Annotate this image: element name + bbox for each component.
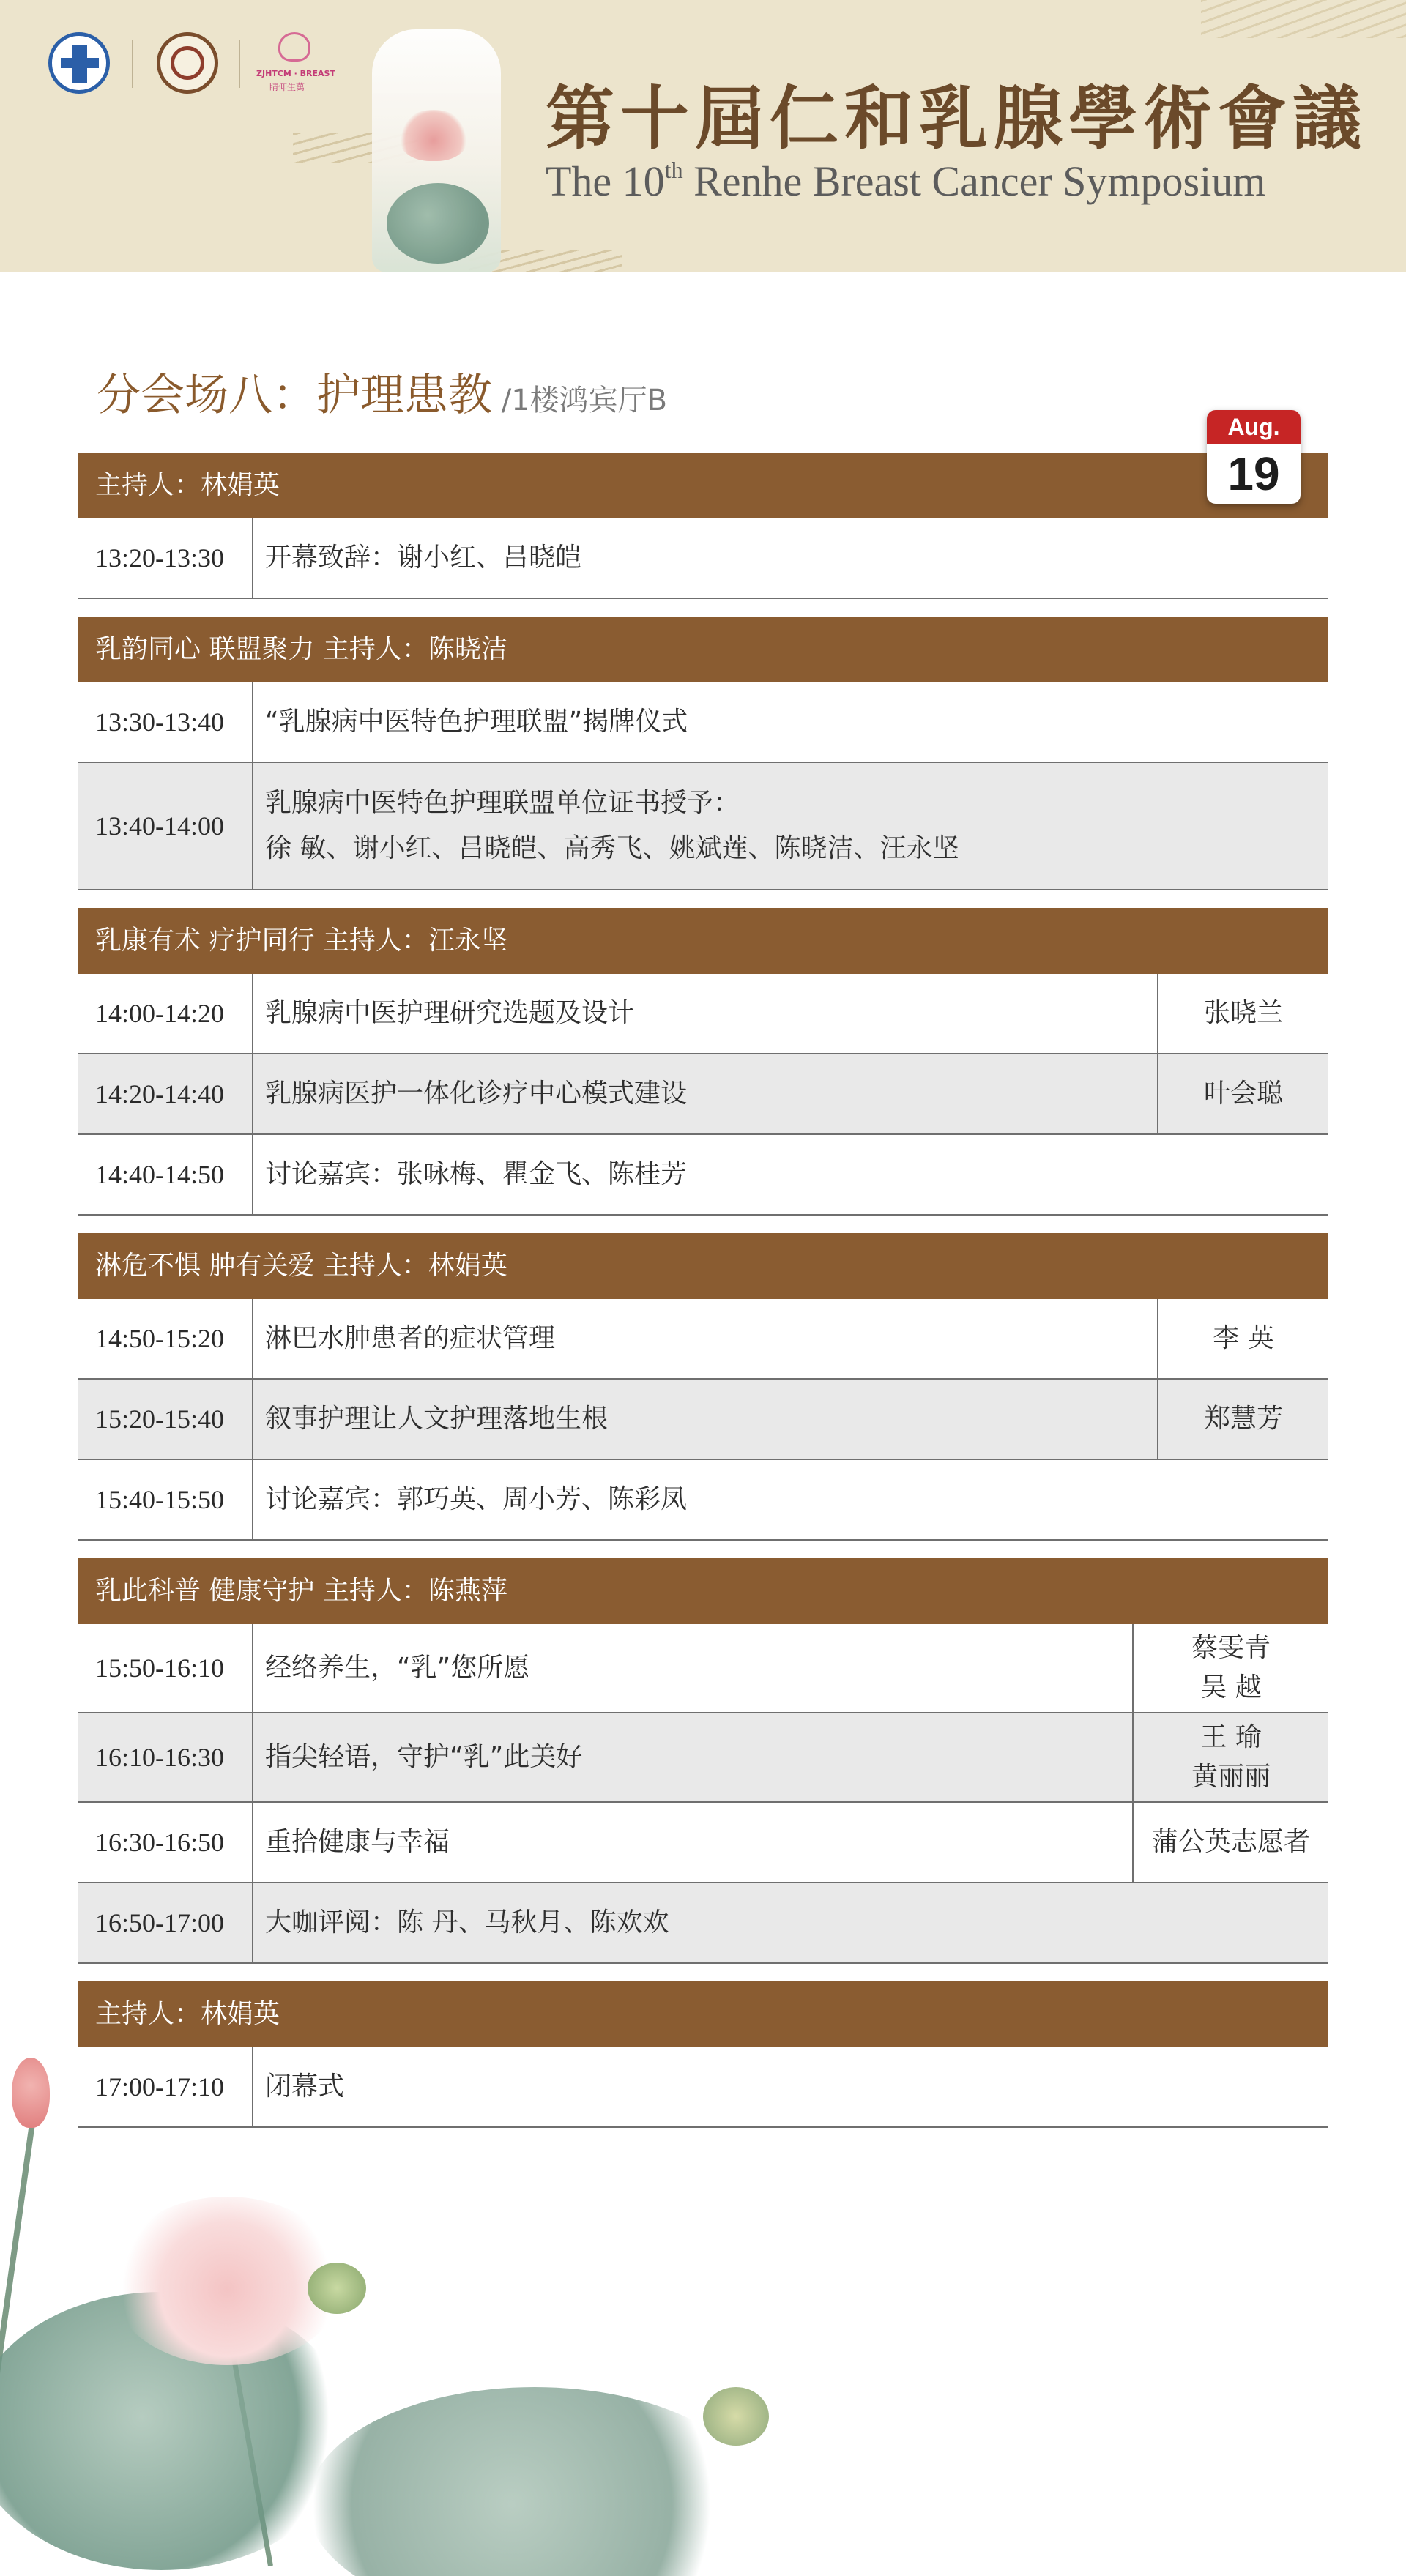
time-cell: 16:30-16:50: [78, 1803, 253, 1882]
time-cell: 14:50-15:20: [78, 1299, 253, 1378]
symposium-title-cn: 第十屆仁和乳腺學術會議: [546, 78, 1368, 159]
topic-line: 重拾健康与幸福: [265, 1827, 450, 1857]
time-cell: 17:00-17:10: [78, 2047, 253, 2126]
speaker-name: 吴 越: [1200, 1672, 1262, 1702]
table-row: [78, 1460, 1328, 1541]
speaker-cell: [1157, 1054, 1328, 1133]
topic-cell: [253, 974, 1157, 1053]
schedule-table: [78, 453, 1328, 2128]
speaker-name: 蔡雯青: [1191, 1633, 1271, 1663]
lotus-leaf-icon: [308, 2387, 762, 2576]
date-badge: [1207, 410, 1301, 504]
topic-line: 讨论嘉宾：张咏梅、瞿金飞、陈桂芳: [265, 1159, 688, 1189]
decorative-stripes: [1201, 0, 1406, 38]
topic-line: 开幕致辞：谢小红、吕晓皑: [265, 543, 582, 573]
speaker-name: 郑慧芳: [1203, 1404, 1283, 1434]
topic-line: 徐 敏、谢小红、吕晓皑、高秀飞、姚斌莲、陈晓洁、汪永坚: [265, 833, 959, 863]
topic-line: 闭幕式: [265, 2071, 345, 2102]
breast-dept-logo: [256, 29, 335, 95]
lotus-bud-icon: [12, 2058, 50, 2128]
topic-cell: [253, 1460, 1328, 1539]
university-seal-icon: [157, 32, 218, 94]
session-title: [97, 360, 667, 423]
topic-line: “乳腺病中医特色护理联盟”揭牌仪式: [265, 707, 688, 737]
table-row: [78, 1883, 1328, 1964]
table-row: [78, 1803, 1328, 1883]
table-row: [78, 763, 1328, 890]
topic-line: 叙事护理让人文护理落地生根: [265, 1404, 609, 1434]
section-header: 乳康有术 疗护同行 主持人：汪永坚: [78, 908, 1328, 974]
topic-cell: [253, 2047, 1328, 2126]
time-cell: 16:10-16:30: [78, 1713, 253, 1801]
table-row: [78, 974, 1328, 1054]
lotus-flower-icon: [398, 110, 469, 161]
speaker-cell: [1157, 1380, 1328, 1459]
section-header: 主持人：林娟英: [78, 1981, 1328, 2047]
table-row: [78, 1135, 1328, 1216]
time-cell: 15:50-16:10: [78, 1624, 253, 1712]
logo-divider: [132, 40, 133, 88]
topic-line: 淋巴水肿患者的症状管理: [265, 1323, 556, 1353]
qipao-illustration: [372, 29, 501, 272]
time-cell: 13:30-13:40: [78, 682, 253, 762]
topic-line: 大咖评阅：陈 丹、马秋月、陈欢欢: [265, 1907, 669, 1937]
section-header: 淋危不惧 肿有关爱 主持人：林娟英: [78, 1233, 1328, 1299]
speaker-cell: [1132, 1624, 1328, 1712]
topic-cell: [253, 1299, 1157, 1378]
topic-cell: [253, 1803, 1132, 1882]
time-cell: 14:20-14:40: [78, 1054, 253, 1133]
lotus-icon: [278, 32, 310, 62]
speaker-name: 张晓兰: [1203, 998, 1283, 1028]
time-cell: 14:00-14:20: [78, 974, 253, 1053]
table-row: [78, 1624, 1328, 1713]
table-row: [78, 1299, 1328, 1380]
topic-cell: [253, 1883, 1328, 1962]
breast-dept-logo-subtext: 睛仰生萬: [269, 82, 305, 92]
speaker-cell: [1132, 1713, 1328, 1801]
lotus-seedpod-icon: [703, 2387, 769, 2446]
topic-line: 乳腺病中医护理研究选题及设计: [265, 998, 635, 1028]
logo-divider: [239, 40, 240, 88]
time-cell: 13:40-14:00: [78, 763, 253, 889]
topic-cell: [253, 1713, 1132, 1801]
topic-cell: [253, 1135, 1328, 1214]
topic-cell: [253, 682, 1328, 762]
lotus-seedpod-icon: [308, 2263, 366, 2314]
lotus-stem-icon: [220, 2291, 273, 2566]
table-row: [78, 1713, 1328, 1803]
lotus-stem-icon: [0, 2123, 35, 2573]
session-name: 分会场八：护理患教: [97, 370, 492, 421]
topic-cell: [253, 763, 1328, 889]
topic-line: 讨论嘉宾：郭巧英、周小芳、陈彩凤: [265, 1484, 688, 1514]
topic-line: 指尖轻语，守护“乳”此美好: [265, 1742, 583, 1772]
session-venue: /1楼鸿宾厅B: [492, 384, 668, 417]
time-cell: 16:50-17:00: [78, 1883, 253, 1962]
hospital-logo-icon: [48, 32, 110, 94]
lotus-flower-icon: [110, 2197, 344, 2365]
lotus-leaf-icon: [387, 183, 489, 264]
topic-cell: [253, 518, 1328, 598]
symposium-title-en: The 10th Renhe Breast Cancer Symposium: [546, 157, 1266, 205]
table-row: [78, 1380, 1328, 1460]
topic-cell: [253, 1380, 1157, 1459]
date-month: Aug.: [1207, 410, 1301, 444]
speaker-name: 王 瑜: [1200, 1722, 1262, 1752]
table-row: [78, 682, 1328, 763]
table-row: [78, 2047, 1328, 2128]
time-cell: 13:20-13:30: [78, 518, 253, 598]
topic-cell: [253, 1054, 1157, 1133]
lotus-leaf-icon: [0, 2292, 352, 2570]
header-banner: [0, 0, 1406, 272]
table-row: [78, 518, 1328, 599]
speaker-cell: [1132, 1803, 1328, 1882]
breast-dept-logo-text: ZJHTCM · BREAST: [256, 69, 335, 78]
time-cell: 14:40-14:50: [78, 1135, 253, 1214]
topic-line: 乳腺病中医特色护理联盟单位证书授予：: [265, 788, 740, 818]
section-header: 乳韵同心 联盟聚力 主持人：陈晓洁: [78, 617, 1328, 682]
speaker-name: 李 英: [1213, 1323, 1274, 1353]
table-row: [78, 1054, 1328, 1135]
topic-line: 经络养生，“乳”您所愿: [265, 1653, 530, 1683]
speaker-name: 叶会聪: [1203, 1079, 1283, 1109]
date-day: 19: [1227, 447, 1280, 500]
speaker-name: 黄丽丽: [1191, 1762, 1271, 1792]
section-header: 主持人：林娟英: [78, 453, 1328, 518]
topic-cell: [253, 1624, 1132, 1712]
topic-line: 乳腺病医护一体化诊疗中心模式建设: [265, 1079, 688, 1109]
section-header: 乳此科普 健康守护 主持人：陈燕萍: [78, 1558, 1328, 1624]
time-cell: 15:40-15:50: [78, 1460, 253, 1539]
speaker-cell: [1157, 1299, 1328, 1378]
speaker-name: 蒲公英志愿者: [1151, 1827, 1310, 1857]
speaker-cell: [1157, 974, 1328, 1053]
time-cell: 15:20-15:40: [78, 1380, 253, 1459]
